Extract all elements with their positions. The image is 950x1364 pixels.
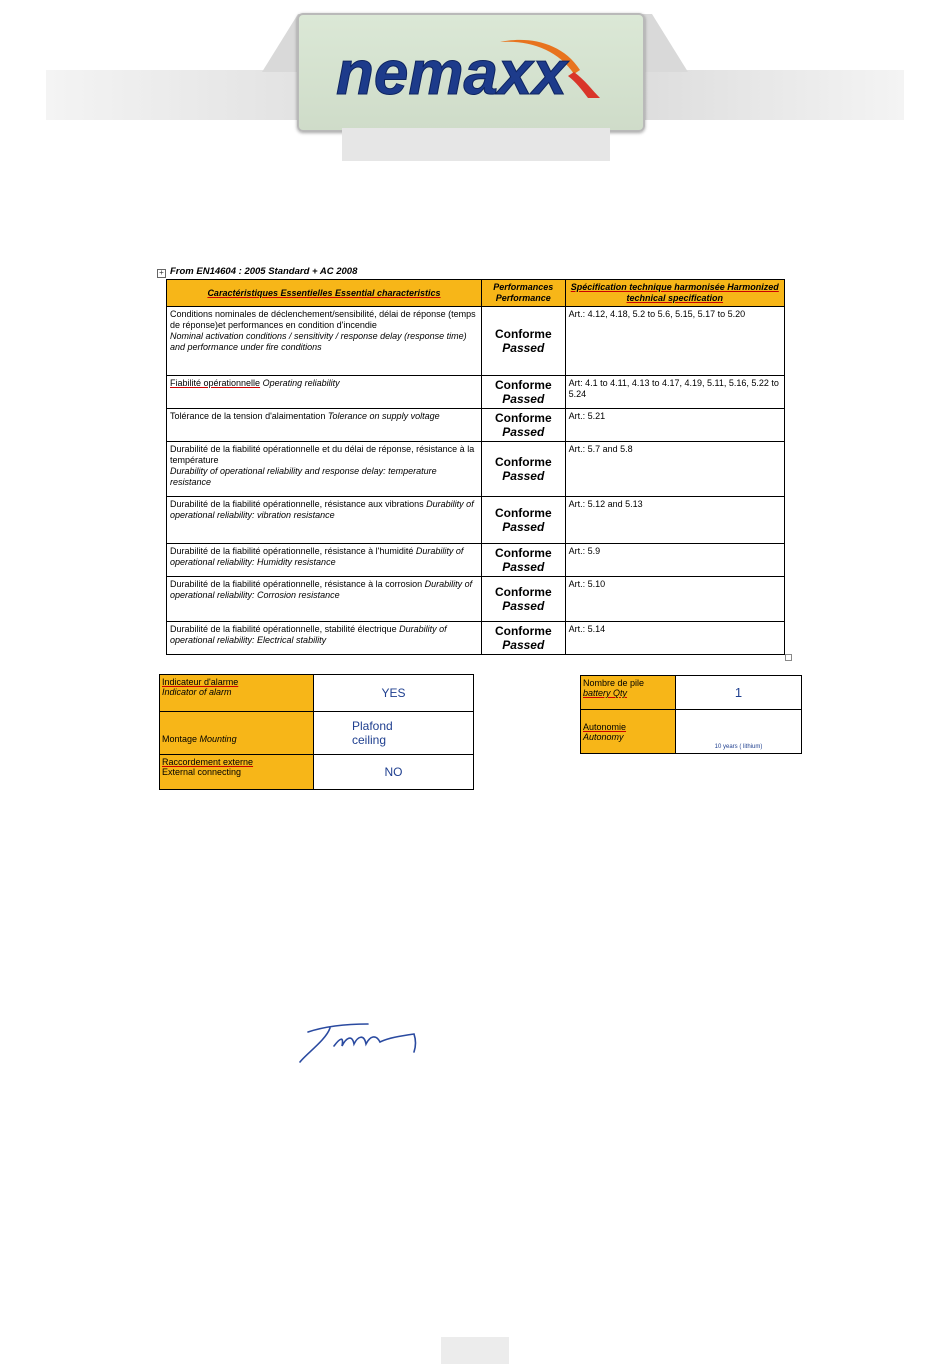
header-specification: Spécification technique harmonisée Harmonized technical specification — [565, 280, 784, 307]
performance-cell: Conforme Passed — [482, 497, 566, 544]
label-cell: Nombre de pile battery Qty — [581, 676, 676, 710]
nemaxx-logo — [330, 30, 610, 110]
characteristic-cell: Durabilité de la fiabilité opérationnelle et du délai de réponse, résistance à la température Durability of operational reliability and response delay: temperature resistance — [167, 442, 482, 497]
signature — [296, 1016, 421, 1066]
spec-cell: Art.: 5.10 — [565, 577, 784, 622]
spec-cell: Art.: 5.14 — [565, 622, 784, 655]
value-cell: YES — [314, 675, 474, 712]
spec-cell: Art: 4.1 to 4.11, 4.13 to 4.17, 4.19, 5.11, 5.16, 5.22 to 5.24 — [565, 376, 784, 409]
characteristic-cell: Conditions nominales de déclenchement/sensibilité, délai de réponse (temps de réponse)et performances en condition d'incendie Nominal activation conditions / sensitivity / response delay (response time) and performance under fire conditions — [167, 307, 482, 376]
performance-cell: Conforme Passed — [482, 577, 566, 622]
spec-cell: Art.: 4.12, 4.18, 5.2 to 5.6, 5.15, 5.17 to 5.20 — [565, 307, 784, 376]
label-cell: Raccordement externe External connecting — [160, 755, 314, 790]
performance-cell: Conforme Passed — [482, 307, 566, 376]
signature-stroke — [300, 1024, 416, 1062]
table-row — [167, 442, 785, 497]
table-row — [160, 675, 474, 712]
table-row — [581, 710, 802, 754]
performance-cell: Conforme Passed — [482, 622, 566, 655]
table-row — [160, 755, 474, 790]
performance-cell: Conforme Passed — [482, 409, 566, 442]
table-row — [581, 676, 802, 710]
table-row — [167, 409, 785, 442]
characteristic-cell: Durabilité de la fiabilité opérationnelle, résistance à l'humidité Durability of operational reliability: Humidity resistance — [167, 544, 482, 577]
page-number-tab — [441, 1337, 509, 1364]
characteristic-cell: Durabilité de la fiabilité opérationnelle, stabilité électrique Durability of operational reliability: Electrical stability — [167, 622, 482, 655]
spec-cell: Art.: 5.9 — [565, 544, 784, 577]
value-cell: 10 years ( lithium) — [676, 710, 802, 754]
characteristic-cell: Fiabilité opérationnelle Operating reliability — [167, 376, 482, 409]
battery-table — [580, 675, 802, 754]
table-row — [167, 307, 785, 376]
characteristic-cell: Durabilité de la fiabilité opérationnelle, résistance à la corrosion Durability of operational reliability: Corrosion resistance — [167, 577, 482, 622]
alarm-mounting-table — [159, 674, 474, 790]
logo-wordmark: nemaxx — [336, 39, 567, 108]
table-row — [167, 577, 785, 622]
table-row — [160, 712, 474, 755]
header-characteristics: Caractéristiques Essentielles Essential characteristics — [167, 280, 482, 307]
spec-cell: Art.: 5.21 — [565, 409, 784, 442]
characteristics-table — [166, 279, 785, 655]
table-resize-handle[interactable] — [785, 654, 792, 661]
table-expand-icon[interactable]: + — [157, 269, 166, 278]
value-cell: 1 — [676, 676, 802, 710]
table-row — [167, 622, 785, 655]
logo-stub — [342, 128, 610, 161]
label-cell: Montage Mounting — [160, 712, 314, 755]
performance-cell: Conforme Passed — [482, 376, 566, 409]
label-cell: Autonomie Autonomy — [581, 710, 676, 754]
spec-cell: Art.: 5.12 and 5.13 — [565, 497, 784, 544]
table-row — [167, 544, 785, 577]
header-performance: Performances Performance — [482, 280, 566, 307]
value-cell: NO — [314, 755, 474, 790]
logo-swoosh-red — [568, 72, 600, 98]
spec-cell: Art.: 5.7 and 5.8 — [565, 442, 784, 497]
characteristic-cell: Durabilité de la fiabilité opérationnelle, résistance aux vibrations Durability of operational reliability: vibration resistance — [167, 497, 482, 544]
table-row — [167, 376, 785, 409]
value-cell: Plafond ceiling — [314, 712, 474, 755]
characteristic-cell: Tolérance de la tension d'alaimentation Tolerance on supply voltage — [167, 409, 482, 442]
table-caption: From EN14604 : 2005 Standard + AC 2008 — [170, 266, 358, 277]
performance-cell: Conforme Passed — [482, 544, 566, 577]
performance-cell: Conforme Passed — [482, 442, 566, 497]
label-cell: Indicateur d'alarme Indicator of alarm — [160, 675, 314, 712]
table-row — [167, 497, 785, 544]
